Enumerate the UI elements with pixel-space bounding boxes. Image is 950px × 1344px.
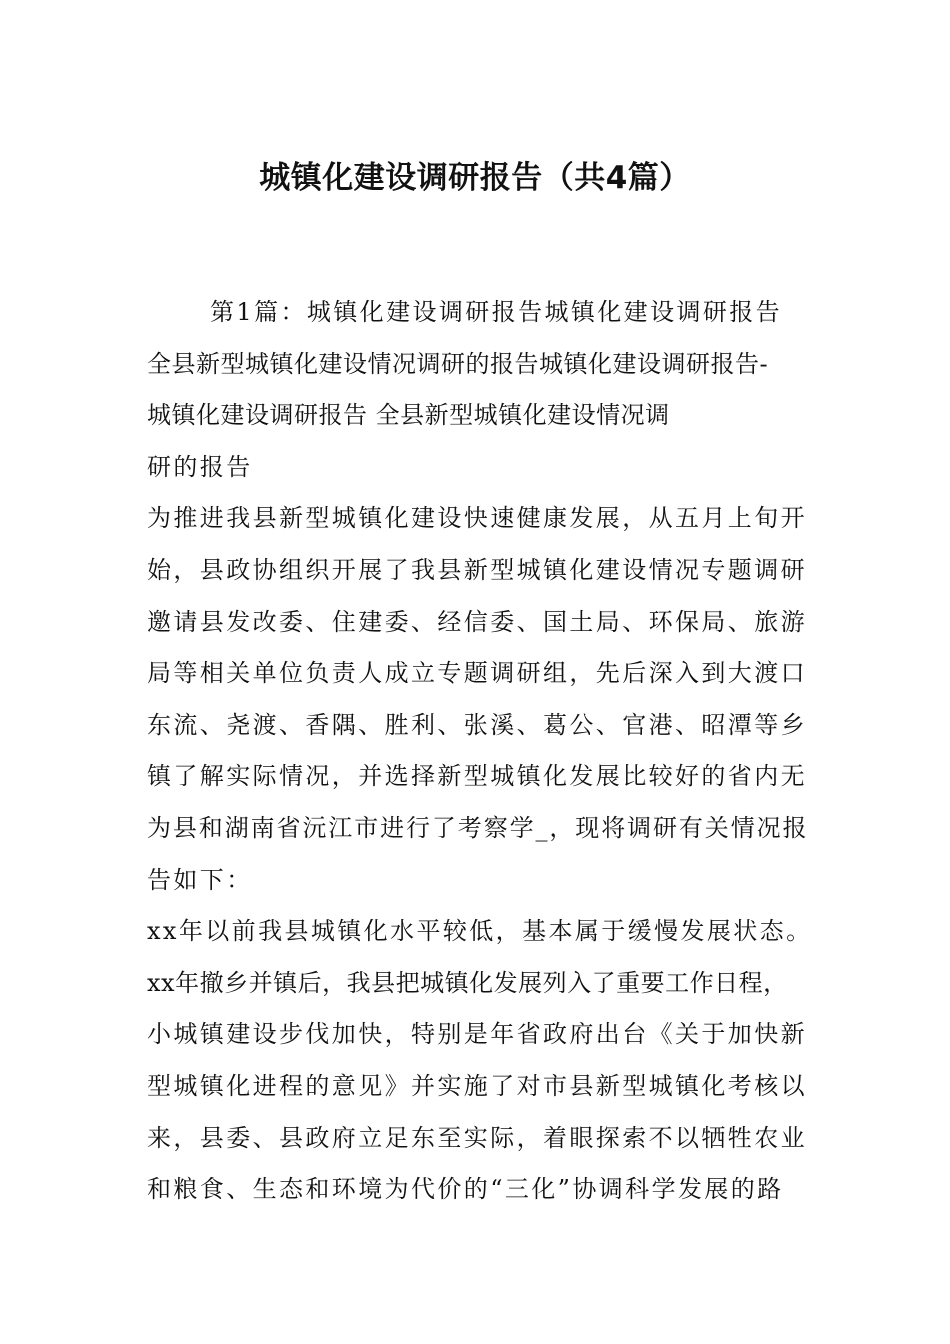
paragraph-line: 镇了解实际情况，并选择新型城镇化发展比较好的省内无 (147, 762, 807, 791)
paragraph-line: 型城镇化进程的意见》并实施了对市县新型城镇化考核以 (147, 1071, 807, 1100)
paragraph-line: 城镇化建设调研报告 全县新型城镇化建设情况调 (147, 401, 670, 430)
paragraph-line: 始，县政协组织开展了我县新型城镇化建设情况专题调研 (147, 555, 807, 584)
paragraph-line: 东流、尧渡、香隅、胜利、张溪、葛公、官港、昭潭等乡 (147, 710, 807, 739)
paragraph-line: 研的报告 (147, 452, 253, 481)
paragraph-line: 告如下： (147, 865, 253, 894)
paragraph-line: 来，县委、县政府立足东至实际，着眼探索不以牺牲农业 (147, 1123, 807, 1152)
document-body (147, 287, 812, 1216)
paragraph-line: 全县新型城镇化建设情况调研的报告城镇化建设调研报告- (147, 349, 769, 378)
paragraph-line: 和粮食、生态和环境为代价的“三化”协调科学发展的路 (147, 1175, 784, 1204)
paragraph-line: xx年撤乡并镇后，我县把城镇化发展列入了重要工作日程， (147, 968, 788, 997)
document-title: 城镇化建设调研报告（共4篇） (259, 160, 691, 196)
paragraph-line: 邀请县发改委、住建委、经信委、国土局、环保局、旅游 (147, 607, 807, 636)
paragraph-line: 第1篇：城镇化建设调研报告城镇化建设调研报告 (210, 298, 783, 326)
paragraph-line: 为县和湖南省沅江市进行了考察学_，现将调研有关情况报 (147, 813, 809, 842)
paragraph-line: 局等相关单位负责人成立专题调研组，先后深入到大渡口 (147, 659, 807, 688)
paragraph-line: xx年以前我县城镇化水平较低，基本属于缓慢发展状态。 (147, 917, 813, 946)
paragraph-line: 为推进我县新型城镇化建设快速健康发展，从五月上旬开 (147, 504, 807, 533)
paragraph-line: 小城镇建设步伐加快，特别是年省政府出台《关于加快新 (147, 1020, 807, 1049)
